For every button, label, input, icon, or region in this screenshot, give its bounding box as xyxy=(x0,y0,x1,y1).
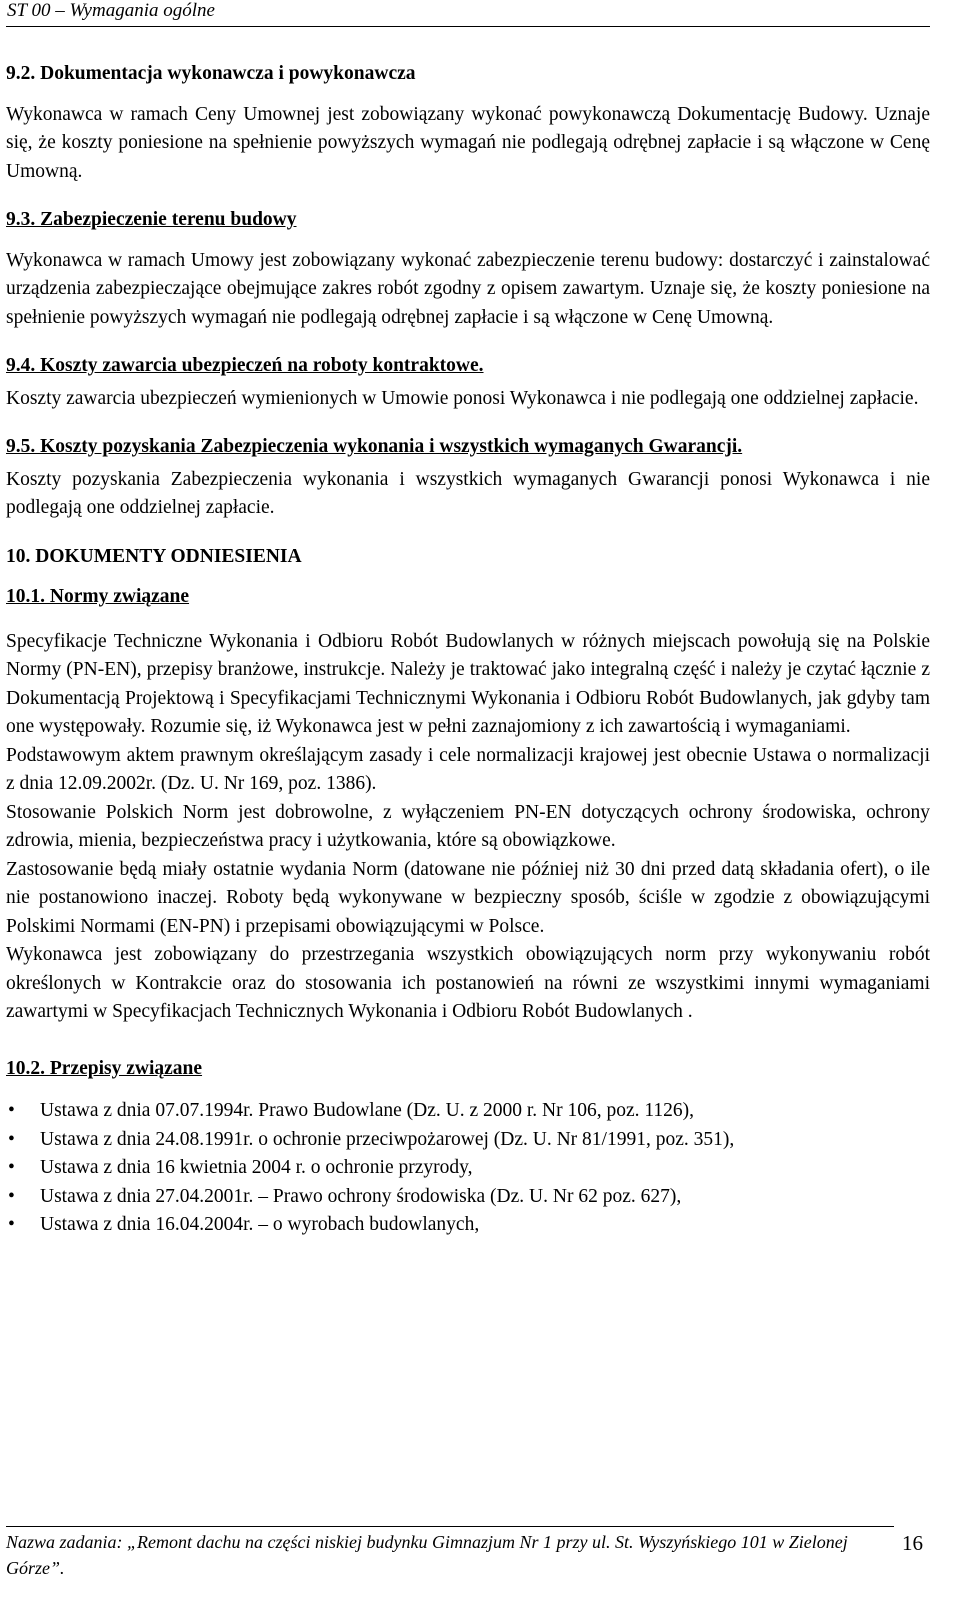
page-number: 16 xyxy=(902,1531,923,1555)
paragraph-9-5: Koszty pozyskania Zabezpieczenia wykonania i wszystkich wymaganych Gwarancji ponosi Wykonawca i nie podlegają one oddzielnej zapłacie. xyxy=(6,468,930,518)
page-content xyxy=(6,60,930,1240)
header-rule xyxy=(6,26,930,27)
paragraph-9-2: Wykonawca w ramach Ceny Umownej jest zobowiązany wykonać powykonawczą Dokumentację Budowy. Uznaje się, że koszty poniesione na spełnienie powyższych wymagań nie podlegają odrębnej zapłacie i są włączone w Cenę Umowną. xyxy=(6,103,930,182)
list-item: • Ustawa z dnia 07.07.1994r. Prawo Budowlane (Dz. U. z 2000 r. Nr 106, poz. 1126), xyxy=(6,1097,930,1126)
paragraph-10-1-e: Wykonawca jest zobowiązany do przestrzegania wszystkich obowiązujących norm przy wykonywaniu robót określonych w Kontrakcie oraz do stosowania ich postanowień na równi ze wszystkimi innymi wymaganiami zawartymi w Specyfikacjach Technicznych Wykonania i Odbioru Robót Budowlanych . xyxy=(6,944,930,1022)
bullet-icon: • xyxy=(8,1157,15,1178)
list-item: • Ustawa z dnia 16 kwietnia 2004 r. o ochronie przyrody, xyxy=(6,1154,930,1183)
heading-10-2: 10.2. Przepisy związane xyxy=(6,1057,203,1079)
bullet-icon: • xyxy=(8,1185,15,1207)
heading-9-4: 9.4. Koszty zawarcia ubezpieczeń na roboty kontraktowe. xyxy=(6,355,484,376)
heading-10-1: 10.1. Normy związane xyxy=(6,586,190,607)
list-item: • Ustawa z dnia 16.04.2004r. – o wyrobach budowlanych, xyxy=(6,1211,930,1240)
list-item: • Ustawa z dnia 27.04.2001r. – Prawo ochrony środowiska (Dz. U. Nr 62 poz. 627), xyxy=(6,1183,930,1212)
paragraph-9-3: Wykonawca w ramach Umowy jest zobowiązany wykonać zabezpieczenie terenu budowy: dostarczyć i zainstalować urządzenia zabezpieczające obejmujące zakres robót zgodny z opisem zawartym. Uznaje się, że koszty poniesione na spełnienie powyższych wymagań nie podlegają odrębnej zapłacie i są włączone w Cenę Umowną. xyxy=(6,249,930,328)
heading-9-3: 9.3. Zabezpieczenie terenu budowy xyxy=(6,209,297,230)
paragraph-9-4: Koszty zawarcia ubezpieczeń wymienionych w Umowie ponosi Wykonawca i nie podlegają one oddzielnej zapłacie. xyxy=(6,387,919,409)
bullet-icon: • xyxy=(8,1100,15,1121)
heading-9-2: 9.2. Dokumentacja wykonawcza i powykonawcza xyxy=(6,63,416,84)
paragraph-10-1-c: Stosowanie Polskich Norm jest dobrowolne, z wyłączeniem PN-EN dotyczących ochrony środowiska, ochrony zdrowia, mienia, bezpieczeństwa pracy i użytkowania, które są obowiązkowe. xyxy=(6,801,930,851)
footer-rule xyxy=(6,1526,894,1527)
bullet-icon: • xyxy=(8,1128,15,1150)
regulations-list xyxy=(6,1097,930,1240)
list-item: • Ustawa z dnia 24.08.1991r. o ochronie przeciwpożarowej (Dz. U. Nr 81/1991, poz. 351), xyxy=(6,1126,930,1155)
footer-task-name: Nazwa zadania: „Remont dachu na części niskiej budynku Gimnazjum Nr 1 przy ul. St. Wyszyńskiego 101 w Zielonej Górze”. xyxy=(6,1532,848,1578)
paragraph-10-1-a: Specyfikacje Techniczne Wykonania i Odbioru Robót Budowlanych w różnych miejscach powołują się na Polskie Normy (PN-EN), przepisy branżowe, instrukcje. Należy je traktować jako integralną część i należy je czytać łącznie z Dokumentacją Projektową i Specyfikacjami Technicznymi Wykonania i Odbioru Robót Budowlanych, jak gdyby tam one występowały. Rozumie się, iż Wykonawca jest w pełni zaznajomiony z ich zawartością i wymaganiami. xyxy=(6,630,930,737)
paragraph-10-1-d: Zastosowanie będą miały ostatnie wydania Norm (datowane nie później niż 30 dni przed datą składania ofert), o ile nie postanowiono inaczej. Roboty będą wykonywane w bezpieczny sposób, ściśle w zgodzie z obowiązującymi Polskimi Normami (EN-PN) i przepisami obowiązującymi w Polsce. xyxy=(6,858,930,937)
paragraph-10-1-b: Podstawowym aktem prawnym określającym zasady i cele normalizacji krajowej jest obecnie Ustawa o normalizacji z dnia 12.09.2002r. (Dz. U. Nr 169, poz. 1386). xyxy=(6,744,930,794)
heading-9-5: 9.5. Koszty pozyskania Zabezpieczenia wykonania i wszystkich wymaganych Gwarancji. xyxy=(6,436,743,457)
bullet-icon: • xyxy=(8,1214,15,1235)
heading-10: 10. DOKUMENTY ODNIESIENIA xyxy=(6,545,302,567)
running-header: ST 00 – Wymagania ogólne xyxy=(7,0,215,21)
